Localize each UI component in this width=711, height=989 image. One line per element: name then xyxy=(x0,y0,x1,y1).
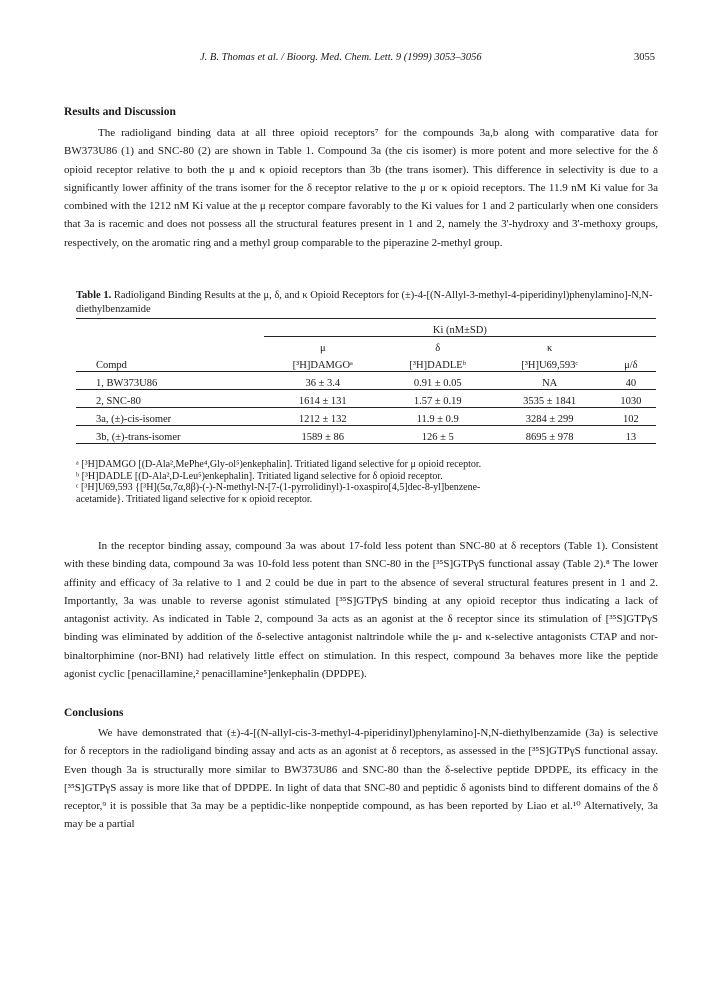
head-lig-dadle: [³H]DADLEᵇ xyxy=(409,360,466,371)
paragraph-assay-text: In the receptor binding assay, compound 3a was about 17-fold less potent than SNC-80 at δ receptors (Table 1). Consistent with these binding data, compound 3a was 10-fold less potent than SNC-80 in the [³⁵S]GTPγS functional assay (Table 2).⁸ The lower affinity and efficacy of 3a relative to 1 and 2 could be due in part to the absence of several structural features present in 1 and 2. Importantly, 3a was unable to reverse agonist stimulated [³⁵S]GTPγS binding at any opioid receptor thus indicating a lack of antagonist activity. As indicated in Table 2, compound 3a acts as an agonist at the δ receptor since its stimulation of [³⁵S]GTPγS binding was eliminated by addition of the δ-selective antagonist naltrindole while the μ- and κ-selective antagonists CTAP and nor-binaltorphimine (nor-BNI) had relatively little effect on stimulation. In this respect, compound 3a behaves more like the peptide agonist cyclic [penacillamine,² penacillamine⁵]enkephalin (DPDPE). xyxy=(64,540,658,681)
cell-compd: 1, BW373U86 xyxy=(96,378,158,389)
table-row xyxy=(76,426,656,444)
paragraph-assay xyxy=(64,537,658,683)
table-row xyxy=(76,372,656,390)
binding-table xyxy=(76,318,656,444)
cell-delta: 126 ± 5 xyxy=(421,432,454,443)
cell-kappa: NA xyxy=(542,378,558,389)
cell-ratio: 102 xyxy=(623,414,639,425)
ki-group-header: Ki (nM±SD) xyxy=(264,319,656,337)
footnote-a: ᵃ [³H]DAMGO [(D-Ala²,MePhe⁴,Gly-ol⁵)enkephalin]. Tritiated ligand selective for μ opioid receptor. xyxy=(76,459,482,470)
cell-ratio: 1030 xyxy=(620,396,642,407)
cell-compd: 3b, (±)-trans-isomer xyxy=(96,432,181,443)
table-symbol-row xyxy=(76,337,656,355)
table-footnotes xyxy=(76,459,658,505)
cell-ratio: 40 xyxy=(625,378,637,389)
table-group-header-row xyxy=(76,319,656,337)
table-header-row xyxy=(76,354,656,372)
cell-mu: 1589 ± 86 xyxy=(301,432,345,443)
head-sym-delta: δ xyxy=(435,343,441,354)
cell-kappa: 3284 ± 299 xyxy=(525,414,574,425)
head-compd: Compd xyxy=(96,360,127,371)
head-lig-u69593: [³H]U69,593ᶜ xyxy=(521,360,579,371)
head-lig-damgo: [³H]DAMGOᵃ xyxy=(292,360,353,371)
cell-delta: 1.57 ± 0.19 xyxy=(413,396,462,407)
cell-mu: 1614 ± 131 xyxy=(298,396,347,407)
paragraph-conclusions xyxy=(64,724,658,834)
table-caption-label: Table 1. xyxy=(76,290,112,301)
cell-mu: 36 ± 3.4 xyxy=(305,378,341,389)
table-row xyxy=(76,390,656,408)
head-sym-mu: μ xyxy=(319,343,326,354)
cell-ratio: 13 xyxy=(625,432,637,443)
paragraph-results xyxy=(64,124,658,252)
footnote-c-cont: acetamide}. Tritiated ligand selective for κ opioid receptor. xyxy=(76,493,313,505)
paragraph-results-text: The radioligand binding data at all three opioid receptors⁷ for the compounds 3a,b along with comparative data for BW373U86 (1) and SNC-80 (2) are shown in Table 1. Compound 3a (the cis isomer) is more potent and more selective for the δ opioid receptor relative to both the μ and κ opioid receptors than 3b (the trans isomer). This difference in selectivity is due to a significantly lower affinity of the trans isomer for the δ receptor relative to the μ or κ opioid receptors. The 11.9 nM Ki value for 3a combined with the 1212 nM Ki value at the μ receptor compare favorably to the Ki values for 1 and 2 particularly when one considers that 3a is racemic and does not possess all the structural features present in 1 and 2, namely the 3'-hydroxy and 3'-methoxy groups, respectively, on the aromatic ring and a methyl group comparable to the piperazine 2-methyl group. xyxy=(64,127,658,249)
section-title-conclusions: Conclusions xyxy=(64,707,124,719)
cell-compd: 2, SNC-80 xyxy=(96,396,141,407)
running-header: J. B. Thomas et al. / Bioorg. Med. Chem. Lett. 9 (1999) 3053–3056 xyxy=(200,52,482,63)
cell-compd: 3a, (±)-cis-isomer xyxy=(96,414,172,425)
paragraph-conclusions-text: We have demonstrated that (±)-4-[(N-allyl-cis-3-methyl-4-piperidinyl)phenylamino]-N,N-diethylbenzamide (3a) is selective for δ receptors in the radioligand binding assay and acts as an agonist at δ receptors, as assessed in the [³⁵S]GTPγS functional assay. Even though 3a is structurally more similar to BW373U86 and SNC-80 than the δ-selective peptide DPDPE, its efficacy in the [³⁵S]GTPγS assay is more like that of DPDPE. In light of data that SNC-80 and peptidic δ agonists bind to different domains of the δ receptor,⁹ it is possible that 3a may be a peptidic-like nonpeptide compound, as has been reported by Liao et al.¹⁰ Alternatively, 3a may be a partial xyxy=(64,727,658,831)
cell-delta: 11.9 ± 0.9 xyxy=(416,414,459,425)
cell-kappa: 3535 ± 1841 xyxy=(523,396,577,407)
cell-mu: 1212 ± 132 xyxy=(298,414,347,425)
footnote-b: ᵇ [³H]DADLE [(D-Ala²,D-Leu⁵)enkephalin]. Tritiated ligand selective for δ opioid receptor. xyxy=(76,470,443,482)
cell-delta: 0.91 ± 0.05 xyxy=(413,378,462,389)
table-caption xyxy=(76,289,656,317)
section-title-results: Results and Discussion xyxy=(64,106,176,118)
table-row xyxy=(76,408,656,426)
head-ratio: μ/δ xyxy=(624,360,638,371)
page-number: 3055 xyxy=(634,52,655,63)
footnote-c: ᶜ [³H]U69,593 {[³H](5α,7α,8β)-(-)-N-methyl-N-[7-(1-pyrrolidinyl)-1-oxaspiro[4,5]dec-8-yl]benzene- xyxy=(76,482,481,493)
head-sym-kappa: κ xyxy=(547,343,553,354)
table-caption-text: Radioligand Binding Results at the μ, δ, and κ Opioid Receptors for (±)-4-[(N-Allyl-3-methyl-4-piperidinyl)phenylamino]-N,N-diethylbenzamide xyxy=(76,290,653,315)
cell-kappa: 8695 ± 978 xyxy=(525,432,574,443)
